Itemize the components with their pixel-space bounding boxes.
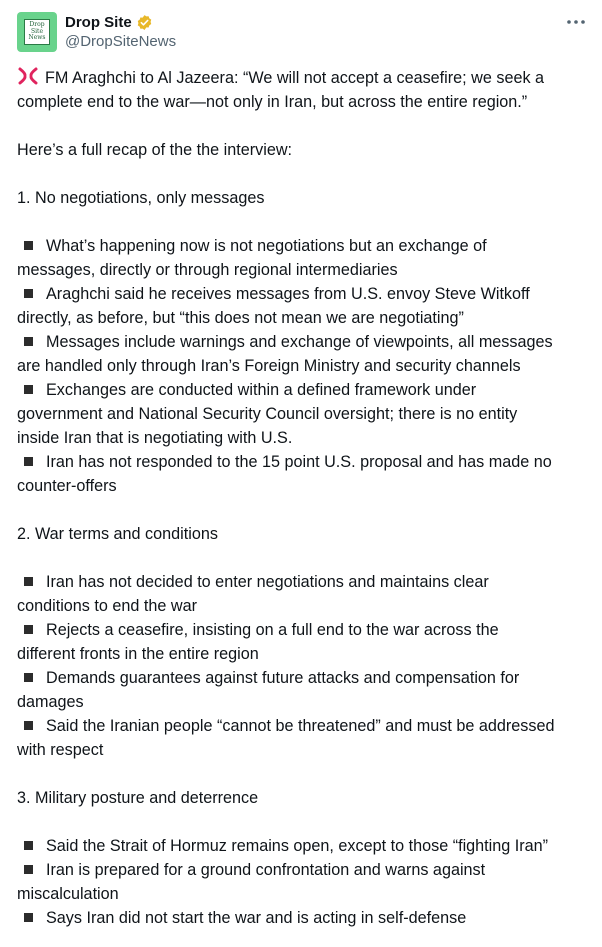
- bullet-item-line: [17, 426, 589, 450]
- bullet-text: Iran is prepared for a ground confrontation and warns against: [46, 861, 486, 879]
- bullet-item-line: [17, 594, 589, 618]
- avatar-logo-line: Drop: [29, 21, 45, 29]
- section-title: 2. War terms and conditions: [17, 525, 218, 543]
- bullet-square-icon: [24, 913, 33, 922]
- handle[interactable]: @DropSiteNews: [65, 33, 177, 50]
- bullet-square-icon: [24, 625, 33, 634]
- avatar-logo-line: Site: [31, 27, 43, 35]
- bullet-item-line: [17, 474, 589, 498]
- bullet-item-line: [17, 882, 589, 906]
- bullet-item-line: [17, 690, 589, 714]
- bullet-item-line: [17, 906, 589, 930]
- bullet-item-line: [17, 666, 589, 690]
- bullet-square-icon: [24, 337, 33, 346]
- bullet-item-line: [17, 330, 589, 354]
- post-header: [17, 12, 587, 56]
- verified-badge-icon: [136, 14, 153, 31]
- bullet-item-line: [17, 258, 589, 282]
- intro-line: [17, 66, 589, 90]
- bullet-text: Araghchi said he receives messages from U.S. envoy Steve Witkoff: [46, 285, 530, 303]
- display-name[interactable]: Drop Site: [65, 13, 132, 31]
- bullet-item-line: [17, 450, 589, 474]
- bullet-text: Exchanges are conducted within a defined framework under: [46, 381, 477, 399]
- intro-text: FM Araghchi to Al Jazeera: “We will not accept a ceasefire; we seek a: [45, 69, 545, 87]
- bullet-text: government and National Security Council oversight; there is no entity: [17, 405, 518, 423]
- bullet-square-icon: [24, 457, 33, 466]
- bullet-item-line: [17, 738, 589, 762]
- bullet-text: damages: [17, 693, 84, 711]
- bullet-text: Iran has not decided to enter negotiations and maintains clear: [46, 573, 489, 591]
- bullet-text: inside Iran that is negotiating with U.S.: [17, 429, 293, 447]
- bullet-item-line: [17, 858, 589, 882]
- bullet-text: Said the Iranian people “cannot be threatened” and must be addressed: [46, 717, 555, 735]
- bullet-item-line: [17, 306, 589, 330]
- bullet-text: What’s happening now is not negotiations but an exchange of: [46, 237, 487, 255]
- bullet-text: Says Iran did not start the war and is acting in self-defense: [46, 909, 467, 927]
- bullet-item-line: [17, 618, 589, 642]
- bullet-item-line: [17, 282, 589, 306]
- bullet-text: Demands guarantees against future attacks and compensation for: [46, 669, 520, 687]
- bullet-square-icon: [24, 241, 33, 250]
- bullet-item-line: [17, 714, 589, 738]
- bullet-square-icon: [24, 577, 33, 586]
- bullet-item-line: [17, 234, 589, 258]
- bullet-text: Iran has not responded to the 15 point U.S. proposal and has made no: [46, 453, 552, 471]
- bullet-item-line: [17, 642, 589, 666]
- bullet-item-line: [17, 834, 589, 858]
- bullet-text: are handled only through Iran’s Foreign Ministry and security channels: [17, 357, 521, 375]
- bullet-item-line: [17, 402, 589, 426]
- bullet-square-icon: [24, 289, 33, 298]
- avatar-logo-line: News: [28, 34, 46, 42]
- intro-line: complete end to the war—not only in Iran, but across the entire region.”: [17, 93, 528, 111]
- bullet-square-icon: [24, 385, 33, 394]
- avatar[interactable]: [17, 12, 57, 52]
- bullet-square-icon: [24, 865, 33, 874]
- sections: [17, 186, 589, 930]
- post-text: [17, 66, 589, 930]
- section-title: 3. Military posture and deterrence: [17, 789, 259, 807]
- bullet-text: miscalculation: [17, 885, 119, 903]
- avatar-logo: [24, 19, 50, 45]
- bullet-text: Messages include warnings and exchange of viewpoints, all messages: [46, 333, 553, 351]
- bullet-text: Rejects a ceasefire, insisting on a full end to the war across the: [46, 621, 499, 639]
- bullet-text: counter-offers: [17, 477, 117, 495]
- anger-symbol-icon: [17, 66, 39, 86]
- bullet-text: messages, directly or through regional intermediaries: [17, 261, 398, 279]
- bullet-text: different fronts in the entire region: [17, 645, 259, 663]
- bullet-text: Said the Strait of Hormuz remains open, except to those “fighting Iran”: [46, 837, 549, 855]
- bullet-square-icon: [24, 721, 33, 730]
- bullet-square-icon: [24, 673, 33, 682]
- bullet-text: conditions to end the war: [17, 597, 197, 615]
- bullet-item-line: [17, 378, 589, 402]
- author-names: [65, 12, 176, 50]
- recap-line: Here’s a full recap of the the interview:: [17, 141, 293, 159]
- section-title: 1. No negotiations, only messages: [17, 189, 265, 207]
- more-options-icon[interactable]: [565, 14, 587, 30]
- bullet-item-line: [17, 354, 589, 378]
- bullet-text: with respect: [17, 741, 104, 759]
- bullet-text: directly, as before, but “this does not mean we are negotiating”: [17, 309, 464, 327]
- bullet-square-icon: [24, 841, 33, 850]
- bullet-item-line: [17, 570, 589, 594]
